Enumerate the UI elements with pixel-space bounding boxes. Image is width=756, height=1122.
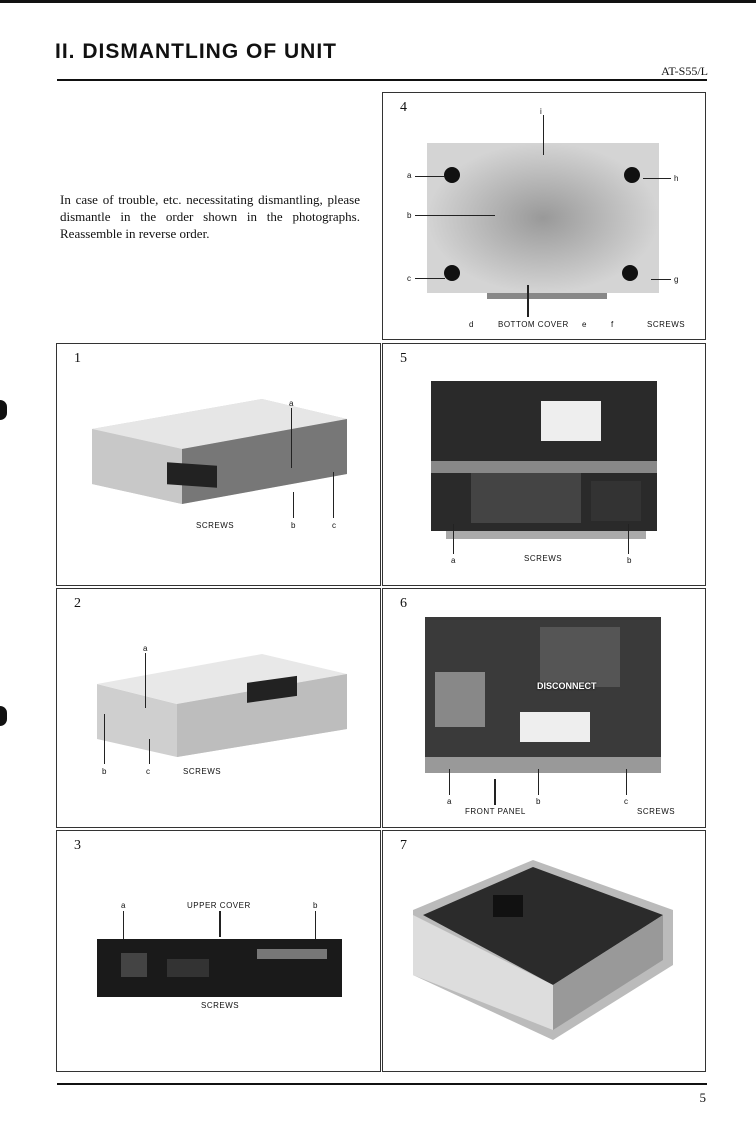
page-title: II. DISMANTLING OF UNIT xyxy=(55,40,337,63)
footer-rule xyxy=(57,1083,707,1085)
figure-number: 2 xyxy=(74,596,81,611)
figure-7 xyxy=(382,830,706,1072)
page-number: 5 xyxy=(699,1090,706,1105)
figure-number: 5 xyxy=(400,351,407,366)
figure-3 xyxy=(56,830,381,1072)
label-f: f xyxy=(611,320,614,329)
intro-text: In case of trouble, etc. necessitating dismantling, please dismantle in the order shown in the photographs. Reassemble in reverse order. xyxy=(60,192,360,241)
label-b: b xyxy=(407,211,412,220)
label-h: h xyxy=(674,174,679,183)
disconnect-label: DISCONNECT xyxy=(537,681,597,691)
label-a: a xyxy=(289,399,294,408)
label-c: c xyxy=(146,767,151,776)
screws-label: SCREWS xyxy=(524,554,563,563)
chassis-top-photo xyxy=(431,381,657,541)
screws-label: SCREWS xyxy=(183,767,222,776)
binding-hole-mark xyxy=(0,706,7,726)
top-rule xyxy=(0,0,756,3)
header-rule xyxy=(57,79,707,81)
label-b: b xyxy=(291,521,296,530)
label-d: d xyxy=(469,320,474,329)
model-number: AT-S55/L xyxy=(661,64,708,78)
figure-4 xyxy=(382,92,706,340)
label-c: c xyxy=(407,274,412,283)
bottom-cover-photo xyxy=(427,143,659,303)
figure-number: 1 xyxy=(74,351,81,366)
label-b: b xyxy=(102,767,107,776)
label-g: g xyxy=(674,275,679,284)
figure-5 xyxy=(382,343,706,586)
screws-label: SCREWS xyxy=(196,521,235,530)
bottom-cover-label: BOTTOM COVER xyxy=(498,320,569,329)
figure-number: 3 xyxy=(74,838,81,853)
label-a: a xyxy=(447,797,452,806)
unit-front-photo xyxy=(92,399,352,509)
unit-side-photo xyxy=(97,649,347,759)
chassis-front-photo xyxy=(425,617,661,777)
figure-1 xyxy=(56,343,381,586)
figure-number: 7 xyxy=(400,838,407,853)
figure-2 xyxy=(56,588,381,828)
front-panel-label: FRONT PANEL xyxy=(465,807,526,816)
unit-rear-photo xyxy=(97,939,342,997)
screws-label: SCREWS xyxy=(201,1001,240,1010)
figure-number: 6 xyxy=(400,596,407,611)
label-b: b xyxy=(313,901,318,910)
label-a: a xyxy=(121,901,126,910)
label-b: b xyxy=(536,797,541,806)
label-i: i xyxy=(540,107,543,116)
chassis-open-photo xyxy=(413,855,683,1045)
label-a: a xyxy=(143,644,148,653)
binding-hole-mark xyxy=(0,400,7,420)
figure-number: 4 xyxy=(400,100,407,115)
label-e: e xyxy=(582,320,587,329)
screws-label: SCREWS xyxy=(637,807,676,816)
upper-cover-label: UPPER COVER xyxy=(187,901,251,910)
label-a: a xyxy=(407,171,412,180)
label-c: c xyxy=(332,521,337,530)
figure-6 xyxy=(382,588,706,828)
label-a: a xyxy=(451,556,456,565)
label-b: b xyxy=(627,556,632,565)
label-c: c xyxy=(624,797,629,806)
screws-label: SCREWS xyxy=(647,320,686,329)
